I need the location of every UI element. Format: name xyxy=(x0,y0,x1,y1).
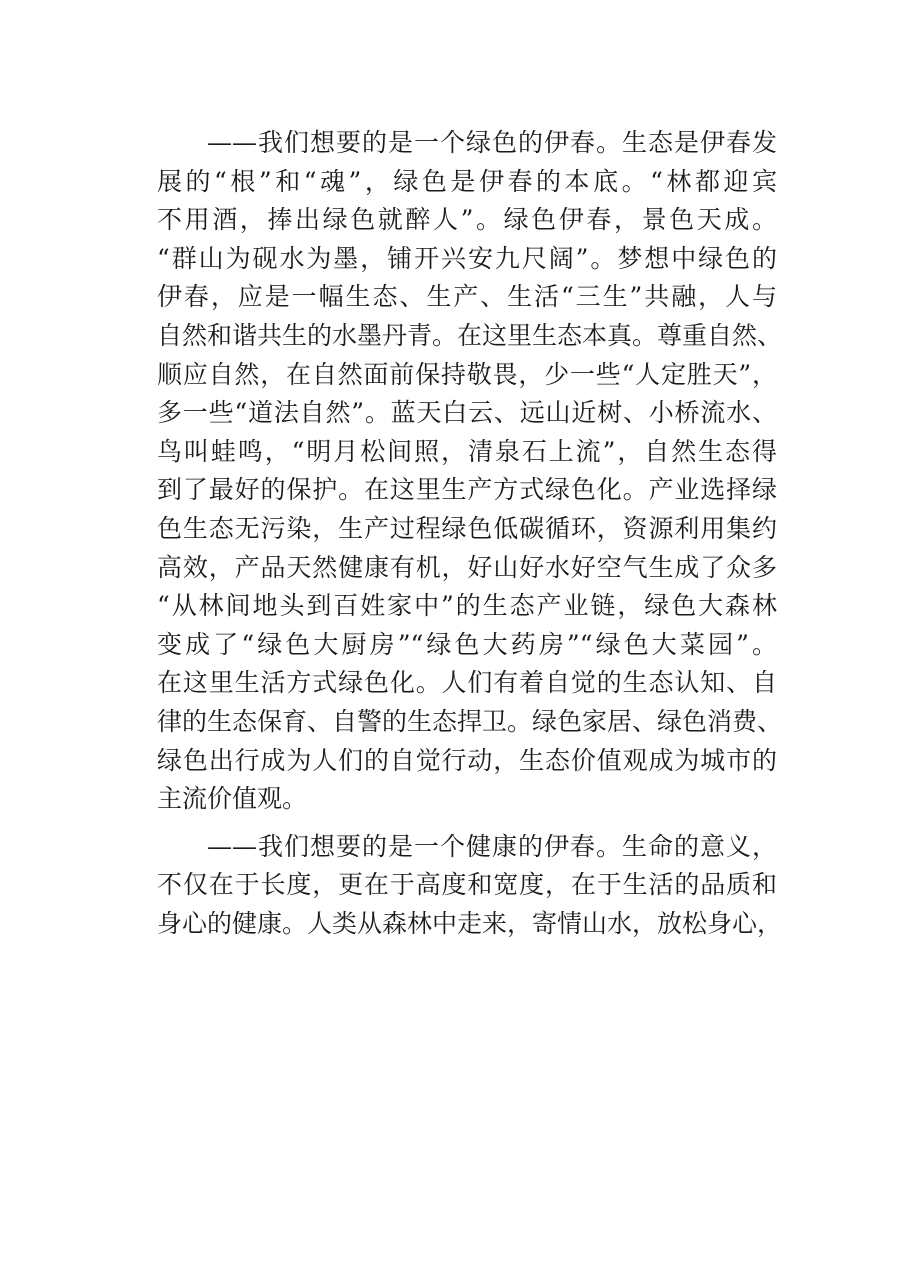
text-line: 在这里生活方式绿色化。人们有着自觉的生态认知、自 xyxy=(157,668,777,698)
text-line: ——我们想要的是一个健康的伊春。生命的意义， xyxy=(207,831,777,861)
text-line: 不用酒，捧出绿色就醉人”。绿色伊春，景色天成。 xyxy=(157,205,777,235)
text-line: “群山为砚水为墨，铺开兴安九尺阔”。梦想中绿色的 xyxy=(157,243,777,273)
text-line: 高效，产品天然健康有机，好山好水好空气生成了众多 xyxy=(157,552,777,582)
text-line: 展的“根”和“魂”，绿色是伊春的本底。“林都迎宾 xyxy=(157,166,777,196)
paragraph-green-yichun xyxy=(157,124,783,819)
text-line: 不仅在于长度，更在于高度和宽度，在于生活的品质和 xyxy=(157,870,777,900)
text-line: 身心的健康。人类从森林中走来，寄情山水，放松身心， xyxy=(157,908,783,938)
text-line: 多一些“道法自然”。蓝天白云、远山近树、小桥流水、 xyxy=(157,398,777,428)
text-line: ——我们想要的是一个绿色的伊春。生态是伊春发 xyxy=(207,128,777,157)
text-line: 到了最好的保护。在这里生产方式绿色化。产业选择绿 xyxy=(157,475,777,505)
body-text xyxy=(157,124,783,943)
text-line: 主流价值观。 xyxy=(157,784,308,814)
text-line: “从林间地头到百姓家中”的生态产业链，绿色大森林 xyxy=(157,591,777,621)
text-line: 自然和谐共生的水墨丹青。在这里生态本真。尊重自然、 xyxy=(157,320,783,350)
paragraph-healthy-yichun xyxy=(157,828,783,944)
paragraph-gap xyxy=(157,819,777,828)
text-line: 变成了“绿色大厨房”“绿色大药房”“绿色大菜园”。 xyxy=(157,629,777,659)
text-line: 伊春，应是一幅生态、生产、生活“三生”共融，人与 xyxy=(157,282,777,312)
text-line: 律的生态保育、自警的生态捍卫。绿色家居、绿色消费、 xyxy=(157,706,783,736)
text-line: 鸟叫蛙鸣，“明月松间照，清泉石上流”，自然生态得 xyxy=(157,436,777,466)
text-line: 顺应自然，在自然面前保持敬畏，少一些“人定胜天”， xyxy=(157,359,777,389)
text-line: 绿色出行成为人们的自觉行动，生态价值观成为城市的 xyxy=(157,745,777,775)
text-line: 色生态无污染，生产过程绿色低碳循环，资源利用集约 xyxy=(157,513,777,543)
